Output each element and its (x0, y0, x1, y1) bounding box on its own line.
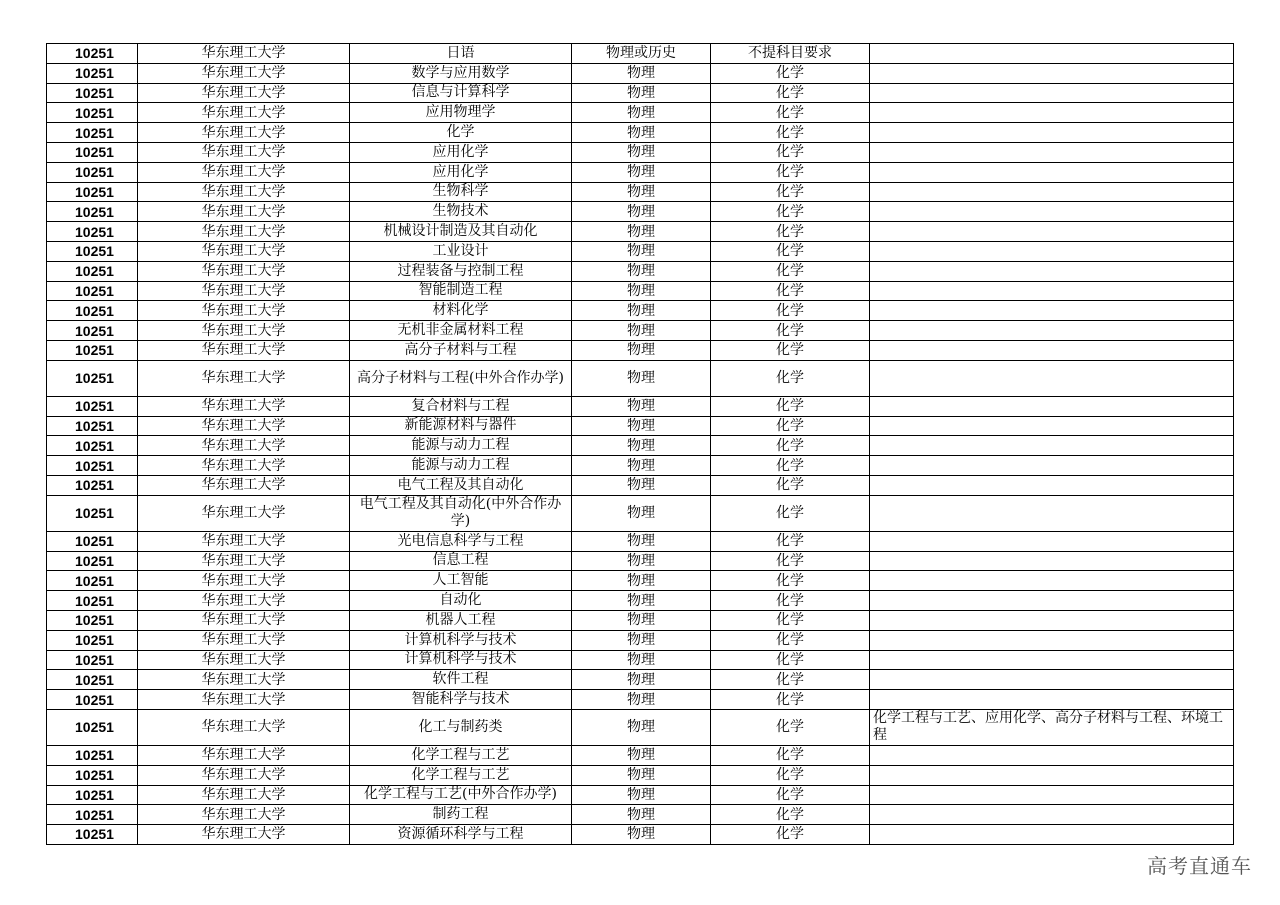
included-majors-cell (870, 44, 1234, 64)
table-row (47, 222, 1234, 242)
school-code-cell: 10251 (47, 825, 138, 845)
major-name-cell: 化学工程与工艺 (350, 765, 572, 785)
school-name-cell: 华东理工大学 (138, 690, 350, 710)
school-code-cell: 10251 (47, 261, 138, 281)
first-subject-cell: 物理 (572, 690, 711, 710)
major-name-cell: 化学工程与工艺(中外合作办学) (350, 785, 572, 805)
first-subject-cell: 物理 (572, 670, 711, 690)
second-subject-cell: 化学 (711, 416, 870, 436)
school-name-cell: 华东理工大学 (138, 745, 350, 765)
major-name-cell: 无机非金属材料工程 (350, 321, 572, 341)
school-code-cell: 10251 (47, 436, 138, 456)
included-majors-cell (870, 475, 1234, 495)
included-majors-cell (870, 670, 1234, 690)
table-row (47, 360, 1234, 396)
included-majors-cell (870, 162, 1234, 182)
table-row (47, 709, 1234, 745)
table-row (47, 44, 1234, 64)
first-subject-cell: 物理 (572, 142, 711, 162)
school-code-cell: 10251 (47, 709, 138, 745)
school-name-cell: 华东理工大学 (138, 475, 350, 495)
included-majors-cell (870, 436, 1234, 456)
table-row (47, 650, 1234, 670)
school-name-cell: 华东理工大学 (138, 495, 350, 531)
first-subject-cell: 物理 (572, 475, 711, 495)
major-name-cell: 工业设计 (350, 241, 572, 261)
school-code-cell: 10251 (47, 650, 138, 670)
first-subject-cell: 物理 (572, 456, 711, 476)
first-subject-cell: 物理或历史 (572, 44, 711, 64)
school-name-cell: 华东理工大学 (138, 436, 350, 456)
table-row (47, 690, 1234, 710)
school-name-cell: 华东理工大学 (138, 123, 350, 143)
table-row (47, 241, 1234, 261)
table-row (47, 610, 1234, 630)
major-name-cell: 机器人工程 (350, 610, 572, 630)
second-subject-cell: 化学 (711, 436, 870, 456)
table-row (47, 805, 1234, 825)
included-majors-cell (870, 321, 1234, 341)
school-name-cell: 华东理工大学 (138, 261, 350, 281)
school-code-cell: 10251 (47, 123, 138, 143)
major-name-cell: 日语 (350, 44, 572, 64)
school-code-cell: 10251 (47, 241, 138, 261)
first-subject-cell: 物理 (572, 495, 711, 531)
second-subject-cell: 化学 (711, 182, 870, 202)
school-name-cell: 华东理工大学 (138, 785, 350, 805)
second-subject-cell: 化学 (711, 825, 870, 845)
first-subject-cell: 物理 (572, 162, 711, 182)
major-name-cell: 信息与计算科学 (350, 83, 572, 103)
first-subject-cell: 物理 (572, 765, 711, 785)
included-majors-cell (870, 241, 1234, 261)
school-code-cell: 10251 (47, 103, 138, 123)
major-name-cell: 生物技术 (350, 202, 572, 222)
school-code-cell: 10251 (47, 83, 138, 103)
second-subject-cell: 化学 (711, 745, 870, 765)
school-name-cell: 华东理工大学 (138, 610, 350, 630)
included-majors-cell (870, 690, 1234, 710)
first-subject-cell: 物理 (572, 222, 711, 242)
school-name-cell: 华东理工大学 (138, 44, 350, 64)
included-majors-cell (870, 182, 1234, 202)
table-row (47, 591, 1234, 611)
first-subject-cell: 物理 (572, 182, 711, 202)
included-majors-cell (870, 360, 1234, 396)
major-name-cell: 智能科学与技术 (350, 690, 572, 710)
table-row (47, 202, 1234, 222)
school-name-cell: 华东理工大学 (138, 396, 350, 416)
major-name-cell: 高分子材料与工程(中外合作办学) (350, 360, 572, 396)
second-subject-cell: 化学 (711, 551, 870, 571)
first-subject-cell: 物理 (572, 241, 711, 261)
school-code-cell: 10251 (47, 142, 138, 162)
second-subject-cell: 化学 (711, 690, 870, 710)
school-code-cell: 10251 (47, 765, 138, 785)
major-name-cell: 应用化学 (350, 142, 572, 162)
school-code-cell: 10251 (47, 531, 138, 551)
first-subject-cell: 物理 (572, 531, 711, 551)
school-name-cell: 华东理工大学 (138, 281, 350, 301)
school-code-cell: 10251 (47, 495, 138, 531)
second-subject-cell: 化学 (711, 571, 870, 591)
included-majors-cell (870, 610, 1234, 630)
school-code-cell: 10251 (47, 182, 138, 202)
school-code-cell: 10251 (47, 630, 138, 650)
school-code-cell: 10251 (47, 551, 138, 571)
table-row (47, 630, 1234, 650)
school-name-cell: 华东理工大学 (138, 571, 350, 591)
major-name-cell: 计算机科学与技术 (350, 650, 572, 670)
school-name-cell: 华东理工大学 (138, 83, 350, 103)
school-code-cell: 10251 (47, 321, 138, 341)
second-subject-cell: 化学 (711, 591, 870, 611)
school-code-cell: 10251 (47, 571, 138, 591)
major-name-cell: 软件工程 (350, 670, 572, 690)
first-subject-cell: 物理 (572, 785, 711, 805)
included-majors-cell (870, 261, 1234, 281)
included-majors-cell (870, 83, 1234, 103)
major-name-cell: 生物科学 (350, 182, 572, 202)
major-name-cell: 智能制造工程 (350, 281, 572, 301)
second-subject-cell: 化学 (711, 765, 870, 785)
included-majors-cell (870, 301, 1234, 321)
second-subject-cell: 化学 (711, 321, 870, 341)
major-name-cell: 机械设计制造及其自动化 (350, 222, 572, 242)
school-code-cell: 10251 (47, 591, 138, 611)
included-majors-cell (870, 142, 1234, 162)
second-subject-cell: 化学 (711, 475, 870, 495)
table-row (47, 123, 1234, 143)
second-subject-cell: 化学 (711, 709, 870, 745)
school-name-cell: 华东理工大学 (138, 103, 350, 123)
included-majors-cell (870, 630, 1234, 650)
first-subject-cell: 物理 (572, 202, 711, 222)
table-row (47, 475, 1234, 495)
school-code-cell: 10251 (47, 162, 138, 182)
first-subject-cell: 物理 (572, 709, 711, 745)
table-row (47, 531, 1234, 551)
first-subject-cell: 物理 (572, 123, 711, 143)
included-majors-cell (870, 416, 1234, 436)
major-name-cell: 材料化学 (350, 301, 572, 321)
second-subject-cell: 化学 (711, 650, 870, 670)
second-subject-cell: 化学 (711, 396, 870, 416)
table-row (47, 765, 1234, 785)
first-subject-cell: 物理 (572, 591, 711, 611)
second-subject-cell: 化学 (711, 241, 870, 261)
table-row (47, 785, 1234, 805)
second-subject-cell: 化学 (711, 63, 870, 83)
table-row (47, 301, 1234, 321)
table-row (47, 162, 1234, 182)
school-name-cell: 华东理工大学 (138, 182, 350, 202)
major-name-cell: 高分子材料与工程 (350, 340, 572, 360)
table-body (47, 44, 1234, 845)
first-subject-cell: 物理 (572, 83, 711, 103)
requirements-table (46, 43, 1234, 845)
major-name-cell: 化工与制药类 (350, 709, 572, 745)
second-subject-cell: 化学 (711, 222, 870, 242)
table-row (47, 495, 1234, 531)
school-code-cell: 10251 (47, 222, 138, 242)
included-majors-cell (870, 63, 1234, 83)
second-subject-cell: 化学 (711, 805, 870, 825)
second-subject-cell: 化学 (711, 340, 870, 360)
included-majors-cell (870, 396, 1234, 416)
included-majors-cell (870, 222, 1234, 242)
table-row (47, 83, 1234, 103)
school-code-cell: 10251 (47, 785, 138, 805)
school-name-cell: 华东理工大学 (138, 456, 350, 476)
school-name-cell: 华东理工大学 (138, 202, 350, 222)
table-row (47, 396, 1234, 416)
included-majors-cell: 化学工程与工艺、应用化学、高分子材料与工程、环境工程 (870, 709, 1234, 745)
second-subject-cell: 化学 (711, 630, 870, 650)
table-row (47, 456, 1234, 476)
major-name-cell: 过程装备与控制工程 (350, 261, 572, 281)
second-subject-cell: 化学 (711, 495, 870, 531)
second-subject-cell: 化学 (711, 261, 870, 281)
school-code-cell: 10251 (47, 301, 138, 321)
school-code-cell: 10251 (47, 396, 138, 416)
school-name-cell: 华东理工大学 (138, 765, 350, 785)
first-subject-cell: 物理 (572, 825, 711, 845)
included-majors-cell (870, 825, 1234, 845)
school-code-cell: 10251 (47, 745, 138, 765)
table-row (47, 745, 1234, 765)
included-majors-cell (870, 551, 1234, 571)
table-row (47, 670, 1234, 690)
second-subject-cell: 化学 (711, 83, 870, 103)
major-name-cell: 自动化 (350, 591, 572, 611)
second-subject-cell: 化学 (711, 301, 870, 321)
included-majors-cell (870, 281, 1234, 301)
school-name-cell: 华东理工大学 (138, 301, 350, 321)
school-code-cell: 10251 (47, 281, 138, 301)
school-name-cell: 华东理工大学 (138, 670, 350, 690)
school-code-cell: 10251 (47, 805, 138, 825)
included-majors-cell (870, 340, 1234, 360)
included-majors-cell (870, 495, 1234, 531)
school-name-cell: 华东理工大学 (138, 340, 350, 360)
included-majors-cell (870, 591, 1234, 611)
major-name-cell: 应用物理学 (350, 103, 572, 123)
second-subject-cell: 化学 (711, 162, 870, 182)
school-name-cell: 华东理工大学 (138, 551, 350, 571)
school-name-cell: 华东理工大学 (138, 63, 350, 83)
second-subject-cell: 化学 (711, 456, 870, 476)
school-name-cell: 华东理工大学 (138, 241, 350, 261)
second-subject-cell: 化学 (711, 785, 870, 805)
major-name-cell: 应用化学 (350, 162, 572, 182)
major-name-cell: 光电信息科学与工程 (350, 531, 572, 551)
watermark-text: 高考直通车 (1147, 854, 1252, 878)
second-subject-cell: 化学 (711, 123, 870, 143)
school-code-cell: 10251 (47, 610, 138, 630)
major-name-cell: 化学工程与工艺 (350, 745, 572, 765)
table-row (47, 261, 1234, 281)
table-row (47, 340, 1234, 360)
school-name-cell: 华东理工大学 (138, 222, 350, 242)
table-row (47, 63, 1234, 83)
school-name-cell: 华东理工大学 (138, 162, 350, 182)
school-code-cell: 10251 (47, 202, 138, 222)
first-subject-cell: 物理 (572, 416, 711, 436)
first-subject-cell: 物理 (572, 571, 711, 591)
school-code-cell: 10251 (47, 670, 138, 690)
table-row (47, 281, 1234, 301)
school-code-cell: 10251 (47, 63, 138, 83)
first-subject-cell: 物理 (572, 340, 711, 360)
school-name-cell: 华东理工大学 (138, 709, 350, 745)
table-row (47, 416, 1234, 436)
major-name-cell: 电气工程及其自动化 (350, 475, 572, 495)
included-majors-cell (870, 785, 1234, 805)
school-code-cell: 10251 (47, 456, 138, 476)
first-subject-cell: 物理 (572, 360, 711, 396)
school-name-cell: 华东理工大学 (138, 360, 350, 396)
second-subject-cell: 不提科目要求 (711, 44, 870, 64)
major-name-cell: 化学 (350, 123, 572, 143)
first-subject-cell: 物理 (572, 63, 711, 83)
second-subject-cell: 化学 (711, 202, 870, 222)
included-majors-cell (870, 650, 1234, 670)
included-majors-cell (870, 765, 1234, 785)
included-majors-cell (870, 571, 1234, 591)
major-name-cell: 能源与动力工程 (350, 436, 572, 456)
table-row (47, 571, 1234, 591)
major-name-cell: 制药工程 (350, 805, 572, 825)
school-name-cell: 华东理工大学 (138, 650, 350, 670)
first-subject-cell: 物理 (572, 650, 711, 670)
major-name-cell: 数学与应用数学 (350, 63, 572, 83)
table-row (47, 551, 1234, 571)
table-row (47, 321, 1234, 341)
table-row (47, 103, 1234, 123)
school-code-cell: 10251 (47, 340, 138, 360)
school-name-cell: 华东理工大学 (138, 321, 350, 341)
table-row (47, 142, 1234, 162)
major-name-cell: 计算机科学与技术 (350, 630, 572, 650)
second-subject-cell: 化学 (711, 142, 870, 162)
school-name-cell: 华东理工大学 (138, 805, 350, 825)
first-subject-cell: 物理 (572, 436, 711, 456)
major-name-cell: 人工智能 (350, 571, 572, 591)
second-subject-cell: 化学 (711, 360, 870, 396)
school-name-cell: 华东理工大学 (138, 416, 350, 436)
school-code-cell: 10251 (47, 360, 138, 396)
school-name-cell: 华东理工大学 (138, 142, 350, 162)
first-subject-cell: 物理 (572, 396, 711, 416)
first-subject-cell: 物理 (572, 610, 711, 630)
included-majors-cell (870, 202, 1234, 222)
first-subject-cell: 物理 (572, 261, 711, 281)
school-name-cell: 华东理工大学 (138, 531, 350, 551)
major-name-cell: 信息工程 (350, 551, 572, 571)
school-name-cell: 华东理工大学 (138, 591, 350, 611)
school-code-cell: 10251 (47, 690, 138, 710)
school-code-cell: 10251 (47, 475, 138, 495)
second-subject-cell: 化学 (711, 610, 870, 630)
major-name-cell: 电气工程及其自动化(中外合作办学) (350, 495, 572, 531)
first-subject-cell: 物理 (572, 551, 711, 571)
first-subject-cell: 物理 (572, 103, 711, 123)
school-name-cell: 华东理工大学 (138, 630, 350, 650)
included-majors-cell (870, 456, 1234, 476)
first-subject-cell: 物理 (572, 301, 711, 321)
first-subject-cell: 物理 (572, 630, 711, 650)
second-subject-cell: 化学 (711, 670, 870, 690)
major-name-cell: 新能源材料与器件 (350, 416, 572, 436)
table-row (47, 825, 1234, 845)
table-row (47, 436, 1234, 456)
major-name-cell: 能源与动力工程 (350, 456, 572, 476)
second-subject-cell: 化学 (711, 281, 870, 301)
school-code-cell: 10251 (47, 44, 138, 64)
school-name-cell: 华东理工大学 (138, 825, 350, 845)
second-subject-cell: 化学 (711, 531, 870, 551)
table-row (47, 182, 1234, 202)
major-name-cell: 复合材料与工程 (350, 396, 572, 416)
included-majors-cell (870, 531, 1234, 551)
major-name-cell: 资源循环科学与工程 (350, 825, 572, 845)
school-code-cell: 10251 (47, 416, 138, 436)
first-subject-cell: 物理 (572, 745, 711, 765)
included-majors-cell (870, 745, 1234, 765)
first-subject-cell: 物理 (572, 805, 711, 825)
first-subject-cell: 物理 (572, 281, 711, 301)
included-majors-cell (870, 123, 1234, 143)
included-majors-cell (870, 805, 1234, 825)
first-subject-cell: 物理 (572, 321, 711, 341)
second-subject-cell: 化学 (711, 103, 870, 123)
included-majors-cell (870, 103, 1234, 123)
